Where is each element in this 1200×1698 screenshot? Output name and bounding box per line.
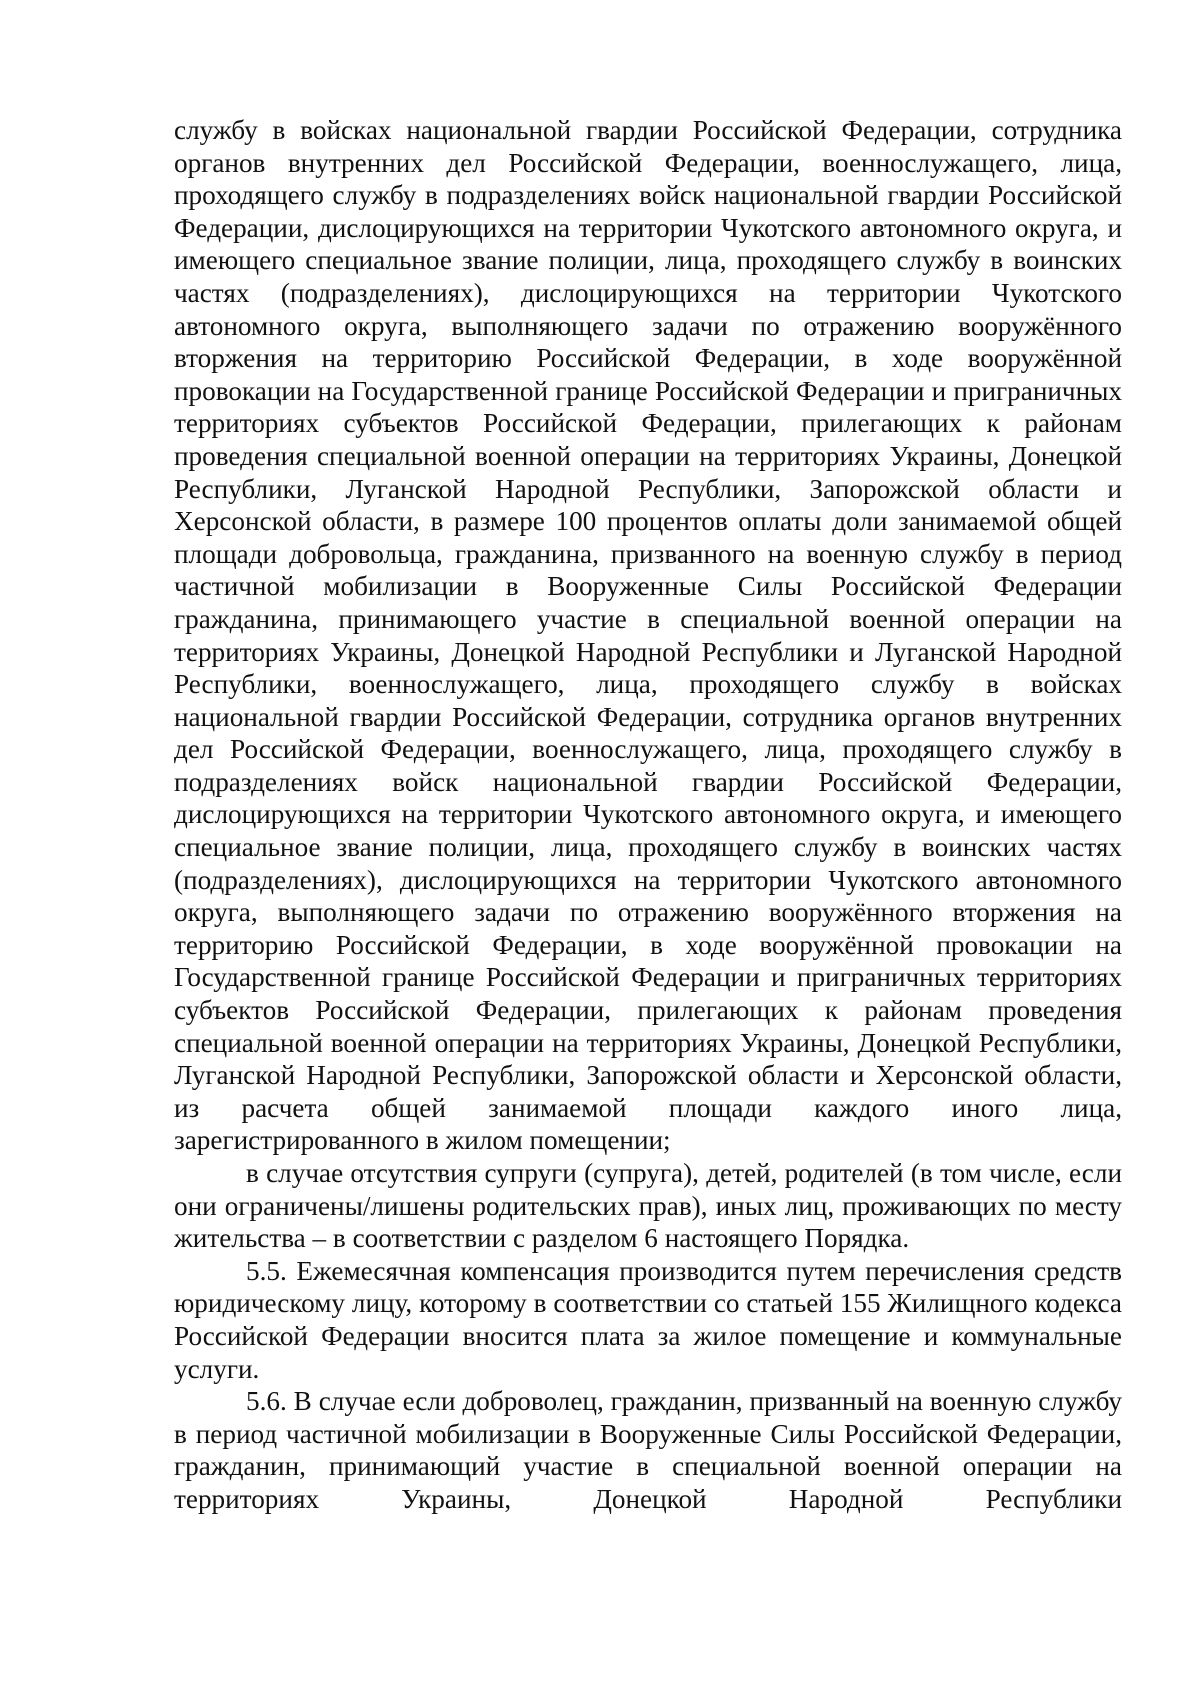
paragraph-absence-of-relatives: в случае отсутствия супруги (супруга), детей, родителей (в том числе, если они ограничены/лишены родительских прав), иных лиц, проживающих по месту жительства – в соответствии с разделом 6 настоящего Порядка. xyxy=(174,1158,1122,1254)
paragraph-5-6: 5.6. В случае если доброволец, гражданин, призванный на военную службу в период частичной мобилизации в Вооруженные Силы Российской Федерации, гражданин, принимающий участие в специальной военной операции на территориях Украины, Донецкой Народной Республики xyxy=(174,1386,1122,1514)
paragraph-continuation: службу в войсках национальной гвардии Российской Федерации, сотрудника органов внутренних дел Российской Федерации, военнослужащего, лица, проходящего службу в подразделениях войск национальной гвардии Российской Федерации, дислоцирующихся на территории Чукотского автономного округа, и имеющего специальное звание полиции, лица, проходящего службу в воинских частях (подразделениях), дислоцирующихся на территории Чукотского автономного округа, выполняющего задачи по отражению вооружённого вторжения на территорию Российской Федерации, в ходе вооружённой провокации на Государственной границе Российской Федерации и приграничных территориях субъектов Российской Федерации, прилегающих к районам проведения специальной военной операции на территориях Украины, Донецкой Республики, Луганской Народной Республики, Запорожской области и Херсонской области, в размере 100 процентов оплаты доли занимаемой общей площади добровольца, гражданина, призванного на военную службу в период частичной мобилизации в Вооруженные Силы Российской Федерации гражданина, принимающего участие в специальной военной операции на территориях Украины, Донецкой Народной Республики и Луганской Народной Республики, военнослужащего, лица, проходящего службу в войсках национальной гвардии Российской Федерации, сотрудника органов внутренних дел Российской Федерации, военнослужащего, лица, проходящего службу в подразделениях войск национальной гвардии Российской Федерации, дислоцирующихся на территории Чукотского автономного округа, и имеющего специальное звание полиции, лица, проходящего службу в воинских частях (подразделениях), дислоцирующихся на территории Чукотского автономного округа, выполняющего задачи по отражению вооружённого вторжения на территорию Российской Федерации, в ходе вооружённой провокации на Государственной границе Российской Федерации и приграничных территориях субъектов Российской Федерации, прилегающих к районам проведения специальной военной операции на территориях Украины, Донецкой Республики, Луганской Народной Республики, Запорожской области и Херсонской области, из расчета общей занимаемой площади каждого иного лица, зарегистрированного в жилом помещении; xyxy=(174,115,1122,1156)
document-page xyxy=(174,114,1122,1516)
paragraph-5-5: 5.5. Ежемесячная компенсация производится путем перечисления средств юридическому лицу, которому в соответствии со статьей 155 Жилищного кодекса Российской Федерации вносится плата за жилое помещение и коммунальные услуги. xyxy=(174,1255,1122,1384)
